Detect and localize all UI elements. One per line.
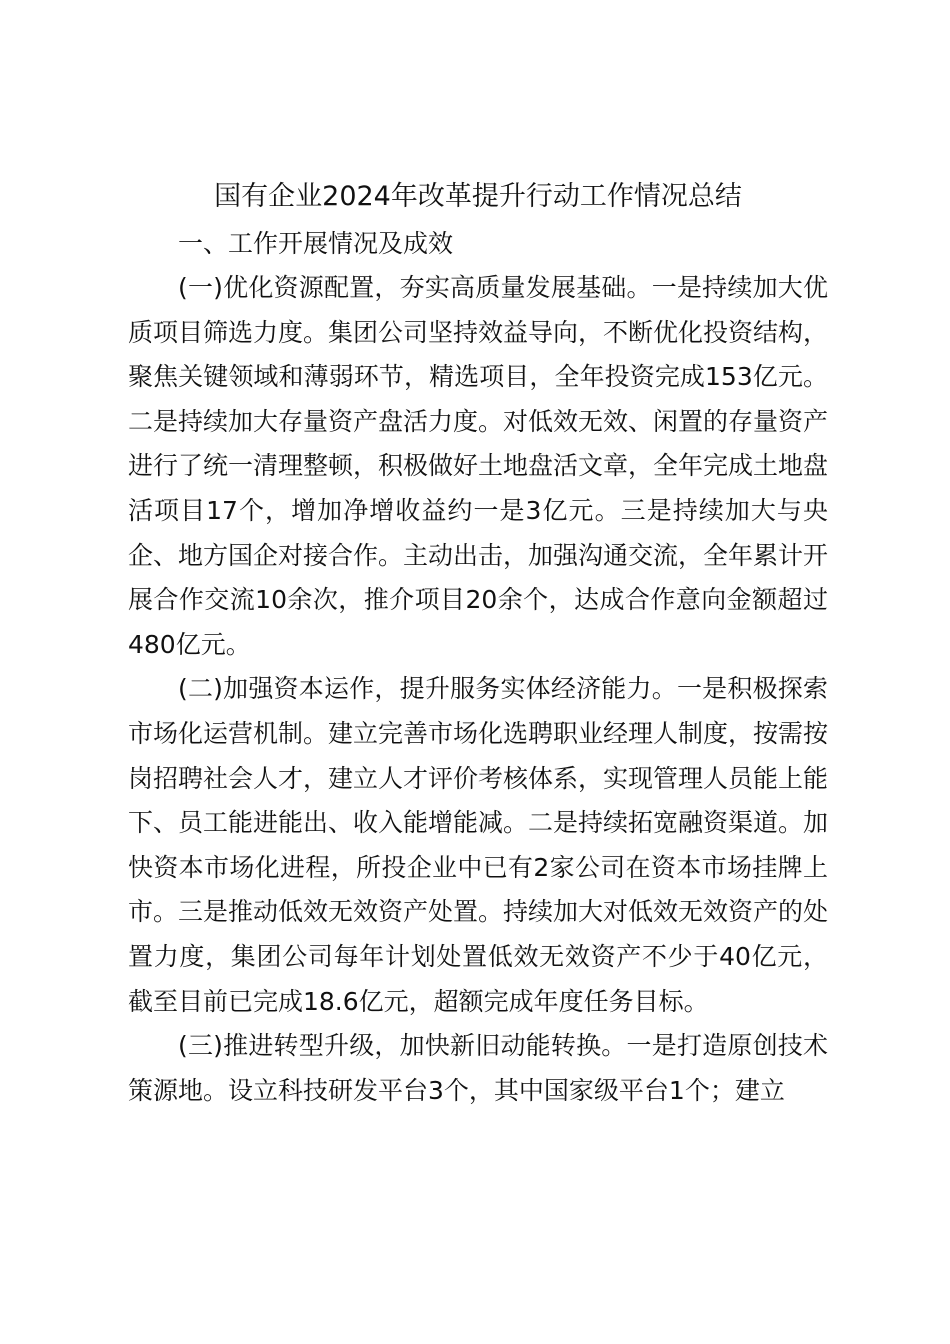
paragraph-3: (三)推进转型升级，加快新旧动能转换。一是打造原创技术策源地。设立科技研发平台3个，其中国家级平台1个；建立: [128, 1031, 828, 1105]
document-title: 国有企业2024年改革提升行动工作情况总结: [214, 181, 742, 212]
paragraph-1: (一)优化资源配置，夯实高质量发展基础。一是持续加大优质项目筛选力度。集团公司坚持效益导向，不断优化投资结构，聚焦关键领域和薄弱环节，精选项目，全年投资完成153亿元。二是持续加大存量资产盘活力度。对低效无效、闲置的存量资产进行了统一清理整顿，积极做好土地盘活文章，全年完成土地盘活项目17个，增加净增收益约一是3亿元。三是持续加大与央企、地方国企对接合作。主动出击，加强沟通交流，全年累计开展合作交流10余次，推介项目20余个，达成合作意向金额超过480亿元。: [128, 273, 829, 659]
paragraph-2: (二)加强资本运作，提升服务实体经济能力。一是积极探索市场化运营机制。建立完善市场化选聘职业经理人制度，按需按岗招聘社会人才，建立人才评价考核体系，实现管理人员能上能下、员工能进能出、收入能增能减。二是持续拓宽融资渠道。加快资本市场化进程，所投企业中已有2家公司在资本市场挂牌上市。三是推动低效无效资产处置。持续加大对低效无效资产的处置力度，集团公司每年计划处置低效无效资产不少于40亿元，截至目前已完成18.6亿元，超额完成年度任务目标。: [128, 674, 829, 1016]
document-body: [128, 172, 828, 1113]
section-heading: 一、工作开展情况及成效: [178, 229, 454, 258]
